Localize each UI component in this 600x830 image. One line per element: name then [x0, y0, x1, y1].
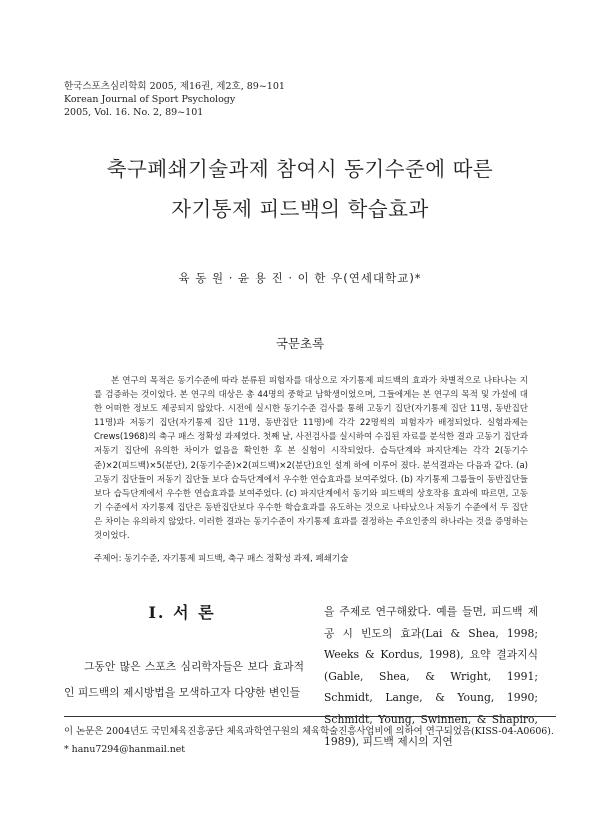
journal-line-english: Korean Journal of Sport Psychology	[64, 94, 236, 105]
footnote-funding: 이 논문은 2004년도 국민체육진흥공단 체육과학연구원의 체육학술진흥사업비에 의하여 연구되었음(KISS-04-A0606).	[64, 726, 554, 737]
journal-line-korean: 한국스포츠심리학회 2005, 제16권, 제2호, 89~101	[64, 81, 285, 92]
intro-right-column: 을 주제로 연구해왔다. 예를 들면, 피드백 제공 시 빈도의 효과(Lai & Shea, 1998; Weeks & Kordus, 1998), 요약 결과지식(Gable, Shea, & Wright, 1991; Schmidt, Lange, & Young, 1990; Schmidt, Young, Swinnen, & Shapiro, 1989), 피드백 제시의 지연	[324, 605, 538, 748]
journal-info	[64, 80, 285, 119]
authors: 육 동 원 · 윤 용 진 · 이 한 우(연세대학교)*	[178, 271, 422, 285]
abstract-body: 본 연구의 목적은 동기수준에 따라 분류된 피험자를 대상으로 자기통제 피드백의 효과가 차별적으로 나타나는 지를 검증하는 것이었다. 본 연구의 대상은 총 44명의 중학교 남학생이었으며, 그들에게는 본 연구의 목적 및 가설에 대한 어떠한 정보도 제공되지 않았다. 시전에 실시한 동기수준 검사를 통해 고동기 집단(자기통제 집단 11명, 동반집단 11명)과 저동기 집단(자기통제 집단 11명, 동반집단 11명)에 각각 22명씩의 피험자가 배정되었다. 실험과제는 Crews(1968)의 축구 패스 정확성 과제였다. 첫째 날, 사전검사를 실시하여 수집된 자료를 분석한 결과 고동기 집단과 저동기 집단에 유의한 차이가 없음을 확인한 후 본 실험이 시작되었다. 습득단계와 파지단계는 각각 2(동기수준)×2(피드백)×5(분단), 2(동기수준)×2(피드백)×2(분단)요인 설계 하에 이루어 졌다. 분석결과는 다음과 같다. (a) 고동기 집단들이 저동기 집단들 보다 습득단계에서 우수한 연습효과를 보여주었다. (b) 자기통제 그룹들이 동반집단들 보다 습득단계에서 우수한 연습효과를 보여주었다. (c) 파지단계에서 동기와 피드백의 상호작용 효과에 따르면, 고동기 수준에서 자기통제 집단은 동반집단보다 우수한 학습효과를 유도하는 것으로 나타났으나 저동기 수준에서 두 집단은 차이는 유의하지 않았다. 이러한 결과는 동기수준이 자기통제 효과를 결정하는 주요인중의 하나라는 것을 증명하는 것이었다.	[94, 376, 529, 542]
footnote-divider	[64, 716, 556, 717]
keywords: 주제어: 동기수준, 자기통제 피드백, 축구 패스 정확성 과제, 폐쇄기술	[94, 554, 349, 564]
intro-left-column: 그동안 많은 스포츠 심리학자들은 보다 효과적인 피드백의 제시방법을 모색하고자 다양한 변인들	[64, 660, 304, 699]
section-heading: Ⅰ. 서 론	[148, 603, 216, 622]
footnote-email: * hanu7294@hanmail.net	[64, 744, 186, 755]
paper-title-line2: 자기통제 피드백의 학습효과	[171, 197, 429, 221]
abstract-heading: 국문초록	[275, 336, 325, 351]
paper-title-line1: 축구폐쇄기술과제 참여시 동기수준에 따른	[106, 157, 494, 181]
journal-line-volume: 2005, Vol. 16. No. 2, 89~101	[64, 107, 204, 118]
